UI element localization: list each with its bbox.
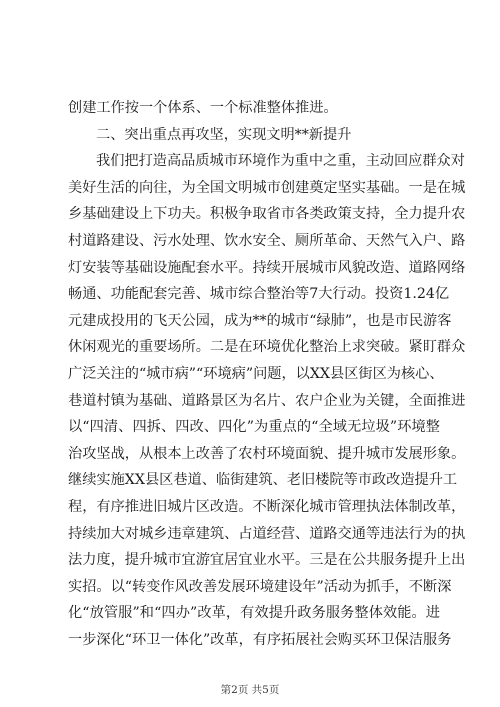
text-line: 乡基础建设上下功夫。积极争取省市各类政策支持，全力提升农 — [68, 206, 466, 223]
page-footer: 第2页 共5页 — [220, 684, 280, 696]
text-line: 元建成投用的飞天公园，成为**的城市“绿肺”，也是市民游客 — [68, 312, 452, 329]
text-line: 继续实施XX县区巷道、临街建筑、老旧楼院等市政改造提升工 — [68, 472, 458, 489]
section-heading: 二、突出重点再攻坚，实现文明**新提升 — [96, 126, 352, 143]
text-line: 畅通、功能配套完善、城市综合整治等7大行动。投资1.24亿 — [68, 286, 450, 303]
text-line: 村道路建设、污水处理、饮水安全、厕所革命、天然气入户、路 — [68, 232, 466, 249]
text-line: 广泛关注的“城市病”“环境病”问题，以XX县区街区为核心、 — [68, 365, 444, 382]
text-line: 实招。以“转变作风改善发展环境建设年”活动为抓手，不断深 — [68, 578, 452, 595]
text-line: 法力度，提升城市宜游宜居宜业水平。三是在公共服务提升上出 — [68, 552, 466, 569]
text-line: 治攻坚战，从根本上改善了农村环境面貌、提升城市发展形象。 — [68, 445, 466, 462]
text-line: 灯安装等基础设施配套水平。持续开展城市风貌改造、道路网络 — [68, 259, 466, 276]
text-line: 持续加大对城乡违章建筑、占道经营、道路交通等违法行为的执 — [68, 525, 466, 542]
text-line: 一步深化“环卫一体化”改革，有序拓展社会购买环卫保洁服务 — [68, 631, 452, 648]
text-line: 美好生活的向往，为全国文明城市创建奠定坚实基础。一是在城 — [68, 179, 466, 196]
text-line: 创建工作按一个体系、一个标准整体推进。 — [68, 100, 338, 116]
text-line: 化“放管服”和“四办”改革，有效提升政务服务整体效能。进 — [68, 605, 440, 622]
text-line: 巷道村镇为基础、道路景区为名片、农户企业为关键，全面推进 — [68, 392, 466, 409]
text-line: 以“四清、四拆、四改、四化”为重点的“全域无垃圾”环境整 — [68, 419, 440, 436]
text-line: 程，有序推进旧城片区改造。不断深化城市管理执法体制改革， — [68, 498, 466, 515]
text-line: 我们把打造高品质城市环境作为重中之重，主动回应群众对 — [96, 153, 465, 170]
body-text — [68, 95, 466, 653]
text-line: 休闲观光的重要场所。二是在环境优化整治上求突破。紧盯群众 — [68, 339, 466, 356]
